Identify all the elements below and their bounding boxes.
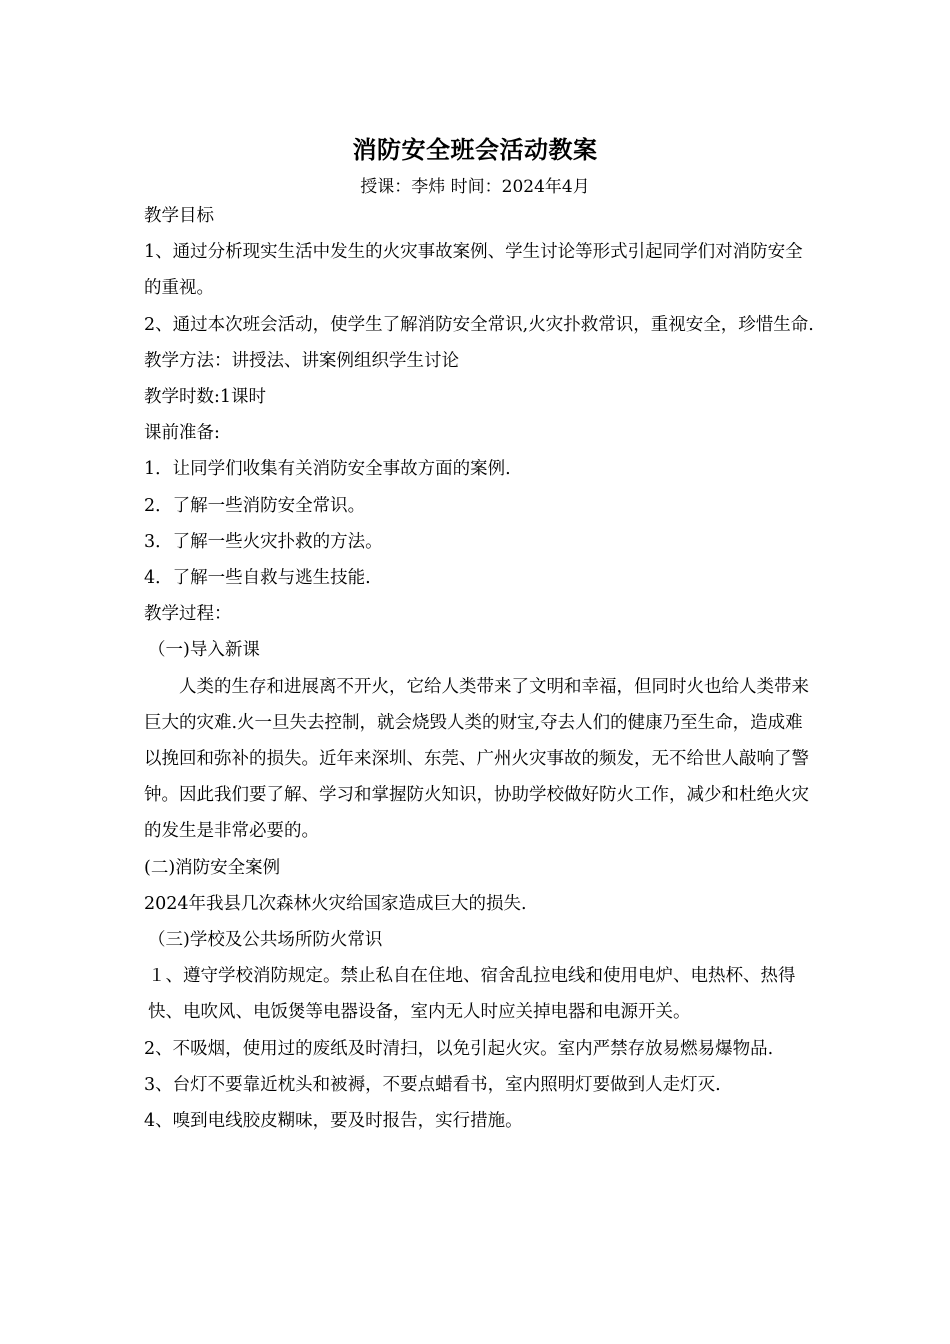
subsection-intro: （一)导入新课 (148, 640, 260, 661)
preparation-2: 2．了解一些消防安全常识。 (144, 495, 366, 516)
preparation-1: 1．让同学们收集有关消防安全事故方面的案例. (144, 459, 511, 480)
preparation-3: 3．了解一些火灾扑救的方法。 (144, 531, 383, 552)
subsection-fire-safety: （三)学校及公共场所防火常识 (148, 930, 383, 951)
subsection-cases: (二)消防安全案例 (144, 857, 281, 878)
fire-safety-rule-3: 3、台灯不要靠近枕头和被褥，不要点蜡看书，室内照明灯要做到人走灯灭. (144, 1074, 721, 1095)
document-title: 消防安全班会活动教案 (352, 135, 598, 164)
document-body (144, 198, 816, 1139)
teaching-hours: 教学时数:1课时 (144, 387, 267, 408)
fire-safety-rule-2: 2、不吸烟，使用过的废纸及时清扫，以免引起火灾。室内严禁存放易燃易爆物品. (144, 1038, 774, 1059)
section-heading-process: 教学过程： (144, 604, 232, 625)
case-paragraph: 2024年我县几次森林火灾给国家造成巨大的损失. (144, 893, 527, 914)
preparation-4: 4．了解一些自救与逃生技能. (144, 568, 371, 589)
teaching-method: 教学方法：讲授法、讲案例组织学生讨论 (144, 350, 459, 371)
section-heading-preparation: 课前准备: (144, 423, 220, 444)
fire-safety-rule-4: 4、嗅到电线胶皮糊味，要及时报告，实行措施。 (144, 1111, 523, 1132)
fire-safety-rule-1: １、遵守学校消防规定。禁止私自在住地、宿舍乱拉电线和使用电炉、电热杯、热得快、电吹风、电饭煲等电器设备，室内无人时应关掉电器和电源开关。 (148, 966, 796, 1023)
document-byline: 授课：李炜 时间：2024年4月 (360, 177, 590, 197)
section-heading-objectives: 教学目标 (144, 206, 214, 226)
intro-paragraph: 人类的生存和进展离不开火，它给人类带来了文明和幸福，但同时火也给人类带来巨大的灾难.火一旦失去控制，就会烧毁人类的财宝,夺去人们的健康乃至生命，造成难以挽回和弥补的损失。近年来深圳、东莞、广州火灾事故的频发，无不给世人敲响了警钟。因此我们要了解、学习和掌握防火知识，协助学校做好防火工作，减少和杜绝火灾的发生是非常必要的。 (144, 676, 809, 842)
objective-1: 1、通过分析现实生活中发生的火灾事故案例、学生讨论等形式引起同学们对消防安全的重视。 (144, 242, 803, 299)
objective-2: 2、通过本次班会活动，使学生了解消防安全常识,火灾扑救常识，重视安全，珍惜生命. (144, 314, 814, 335)
